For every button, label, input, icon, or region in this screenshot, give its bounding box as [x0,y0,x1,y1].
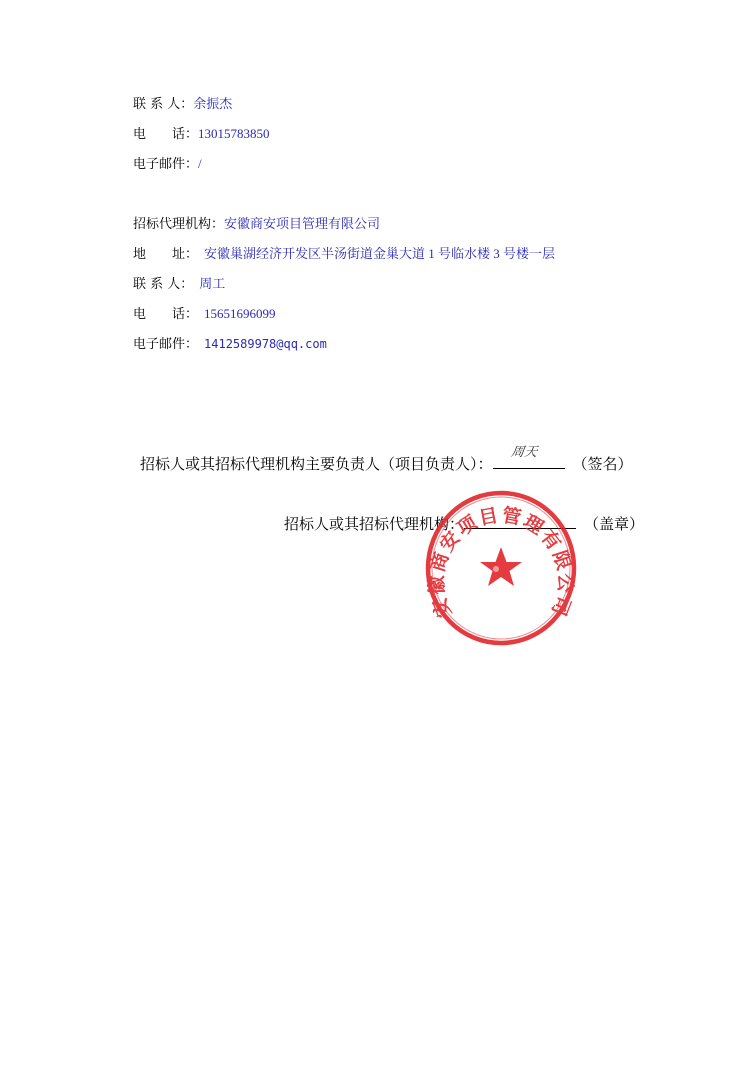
agency-phone-value: 15651696099 [204,306,276,321]
leader-signed-name: 周天 [509,445,538,460]
org-stamp-suffix: （盖章） [584,515,645,533]
company-seal-icon [424,489,578,647]
agency-name-row [133,216,380,233]
contact-email-row [133,156,202,173]
agency-phone-label: 电 话： [133,307,199,322]
contact-email-value: / [198,156,202,171]
leader-signature-row [140,445,633,473]
agency-phone-row [133,306,276,323]
agency-person-row [133,276,225,293]
leader-signature-line [493,445,565,469]
agency-person-value: 周工 [199,276,226,291]
agency-email-row [133,336,327,353]
contact-person-label: 联 系 人： [133,97,194,112]
leader-signature-label: 招标人或其招标代理机构主要负责人（项目负责人）： [140,455,493,473]
seal-text: 安徽商安项目管理有限公司 [425,504,577,621]
contact-person-row [133,96,232,113]
agency-email-label: 电子邮件： [133,337,199,352]
contact-email-label: 电子邮件： [133,157,199,172]
leader-signature-suffix: （签名） [572,455,633,473]
org-stamp-label: 招标人或其招标代理机构： [284,515,465,533]
contact-phone-value: 13015783850 [198,126,270,141]
contact-person-value: 余振杰 [193,96,233,111]
agency-address-value: 安徽巢湖经济开发区半汤街道金巢大道 1 号临水楼 3 号楼一层 [204,246,556,261]
agency-email-value: 1412589978@qq.com [204,337,327,351]
agency-name-label: 招标代理机构： [133,217,225,232]
agency-person-label: 联 系 人： [133,277,194,292]
contact-phone-row [133,126,270,143]
contact-phone-label: 电 话： [133,127,199,142]
agency-address-row [133,246,555,263]
agency-name-value: 安徽商安项目管理有限公司 [224,216,381,231]
agency-address-label: 地 址： [133,247,199,262]
